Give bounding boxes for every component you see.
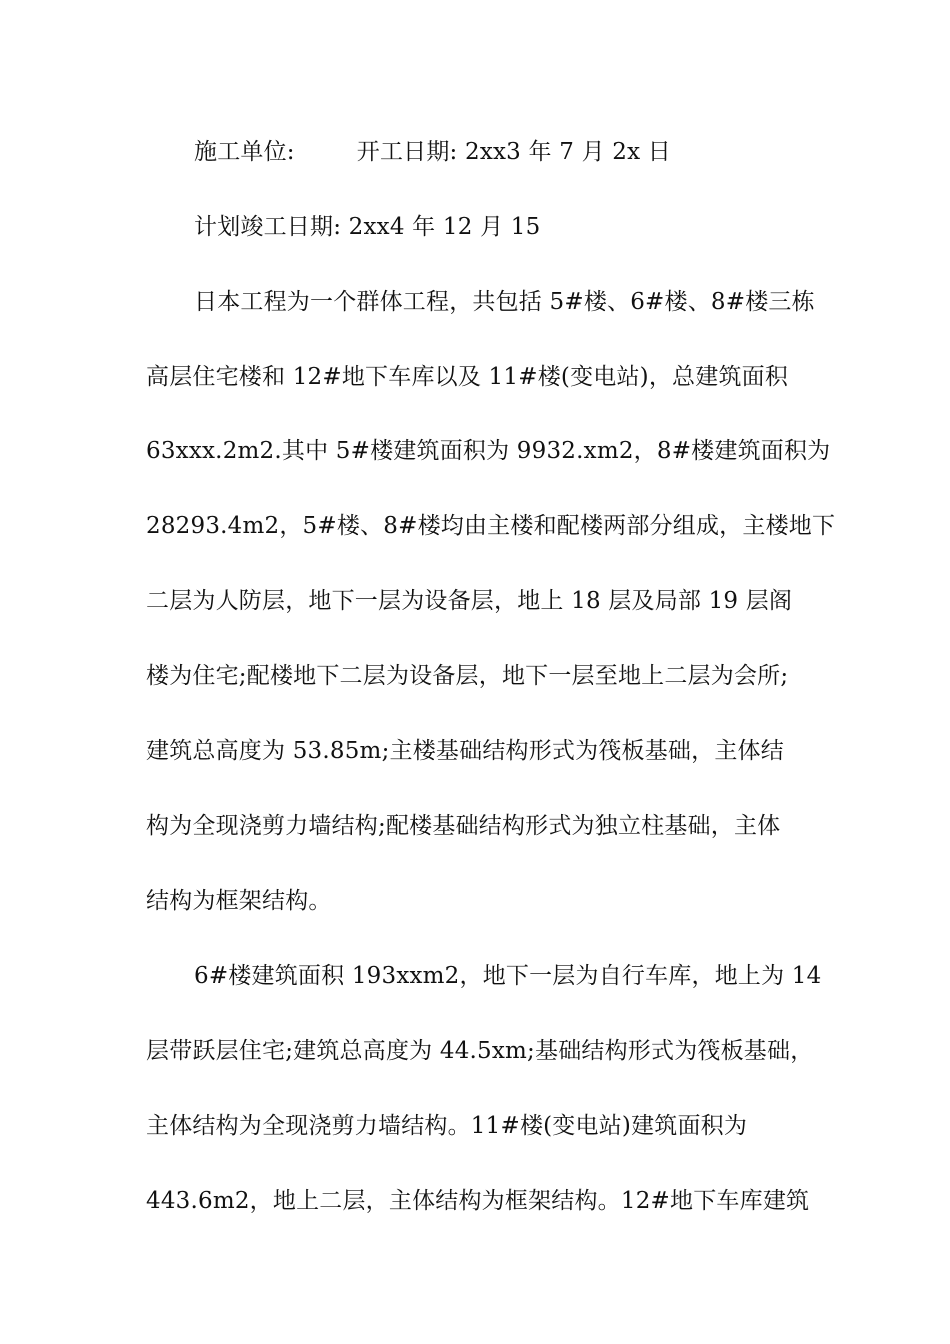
paragraph-line: 层带跃层住宅;建筑总高度为 44.5xm;基础结构形式为筏板基础，	[146, 1038, 814, 1064]
paragraph-line: 高层住宅楼和 12#地下车库以及 11#楼(变电站)，总建筑面积	[146, 364, 789, 390]
header-line-1	[194, 137, 874, 167]
paragraph-line: 楼为住宅;配楼地下二层为设备层，地下一层至地上二层为会所;	[146, 663, 789, 689]
paragraph-line: 443.6m2，地上二层，主体结构为框架结构。12#地下车库建筑	[146, 1188, 810, 1214]
paragraph-line: 28293.4m2，5#楼、8#楼均由主楼和配楼两部分组成，主楼地下	[146, 513, 836, 539]
paragraph-line: 主体结构为全现浇剪力墙结构。11#楼(变电站)建筑面积为	[146, 1113, 748, 1139]
paragraph-line: 63xxx.2m2.其中 5#楼建筑面积为 9932.xm2，8#楼建筑面积为	[146, 438, 831, 464]
paragraph-line: 日本工程为一个群体工程，共包括 5#楼、6#楼、8#楼三栋	[194, 289, 815, 315]
paragraph-line: 二层为人防层，地下一层为设备层，地上 18 层及局部 19 层阁	[146, 588, 793, 614]
paragraph-line: 建筑总高度为 53.85m;主楼基础结构形式为筏板基础，主体结	[146, 738, 784, 764]
construction-unit-label: 施工单位:	[194, 139, 295, 165]
paragraph-line: 结构为框架结构。	[146, 888, 332, 914]
start-date-text: 开工日期: 2xx3 年 7 月 2x 日	[356, 139, 672, 165]
planned-completion-text: 计划竣工日期: 2xx4 年 12 月 15	[194, 214, 541, 240]
paragraph-line: 6#楼建筑面积 193xxm2，地下一层为自行车库，地上为 14	[194, 963, 822, 989]
paragraph-line: 构为全现浇剪力墙结构;配楼基础结构形式为独立柱基础，主体	[146, 813, 781, 839]
